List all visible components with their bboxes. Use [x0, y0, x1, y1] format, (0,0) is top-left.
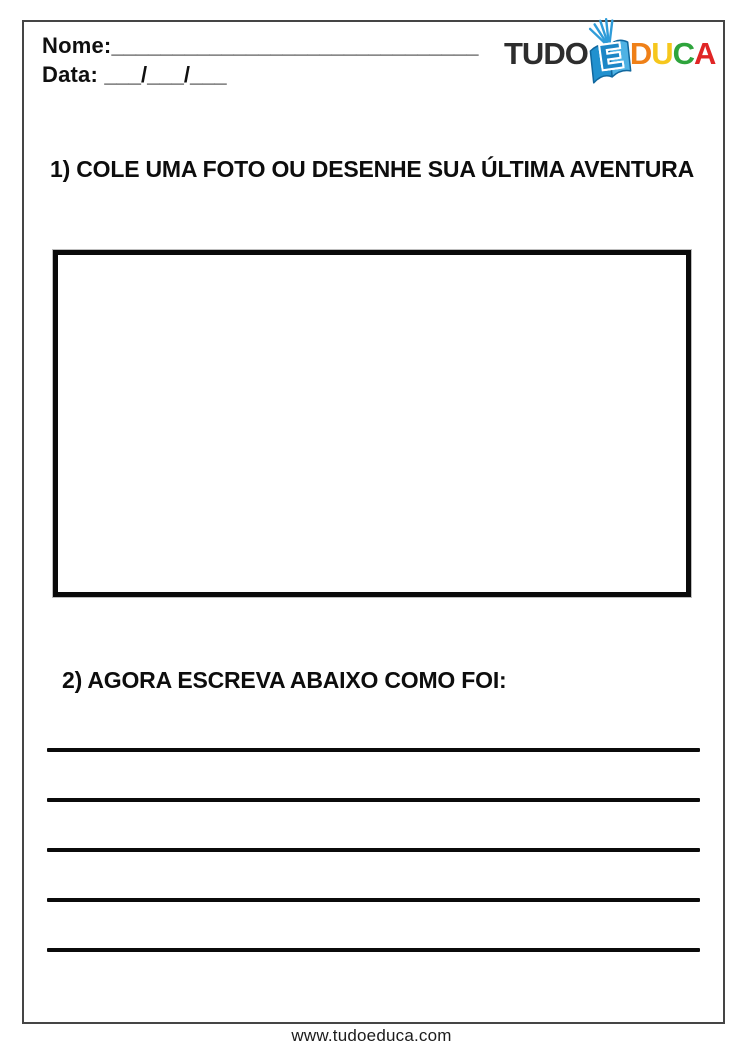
logo-word-tudo: TUDO: [504, 35, 588, 71]
logo-letter-u: U: [651, 35, 673, 71]
date-label: Data:: [42, 62, 99, 87]
logo-letter-e: E: [596, 37, 625, 78]
writing-line: [47, 748, 700, 752]
activity-1-title: 1) COLE UMA FOTO OU DESENHE SUA ÚLTIMA AVENTURA: [50, 156, 694, 182]
logo-letter-d: D: [629, 35, 652, 71]
footer-url: www.tudoeduca.com: [291, 1026, 452, 1045]
photo-drawing-box: [53, 250, 691, 597]
logo-letter-a: A: [694, 35, 716, 71]
name-field-row: [42, 33, 479, 59]
writing-line: [47, 848, 700, 852]
date-field-row: [42, 62, 227, 88]
open-book-icon: [586, 16, 634, 90]
writing-line: [47, 798, 700, 802]
writing-line: [47, 948, 700, 952]
activity-2-title: 2) AGORA ESCREVA ABAIXO COMO FOI:: [62, 667, 507, 693]
name-blank-line: ______________________________: [111, 33, 479, 58]
writing-line: [47, 898, 700, 902]
writing-lines: [47, 748, 700, 952]
name-label: Nome:: [42, 33, 112, 58]
tudoeduca-logo: [504, 16, 715, 90]
logo-letter-c: C: [672, 35, 694, 71]
date-blank-line: ___/___/___: [104, 62, 227, 87]
